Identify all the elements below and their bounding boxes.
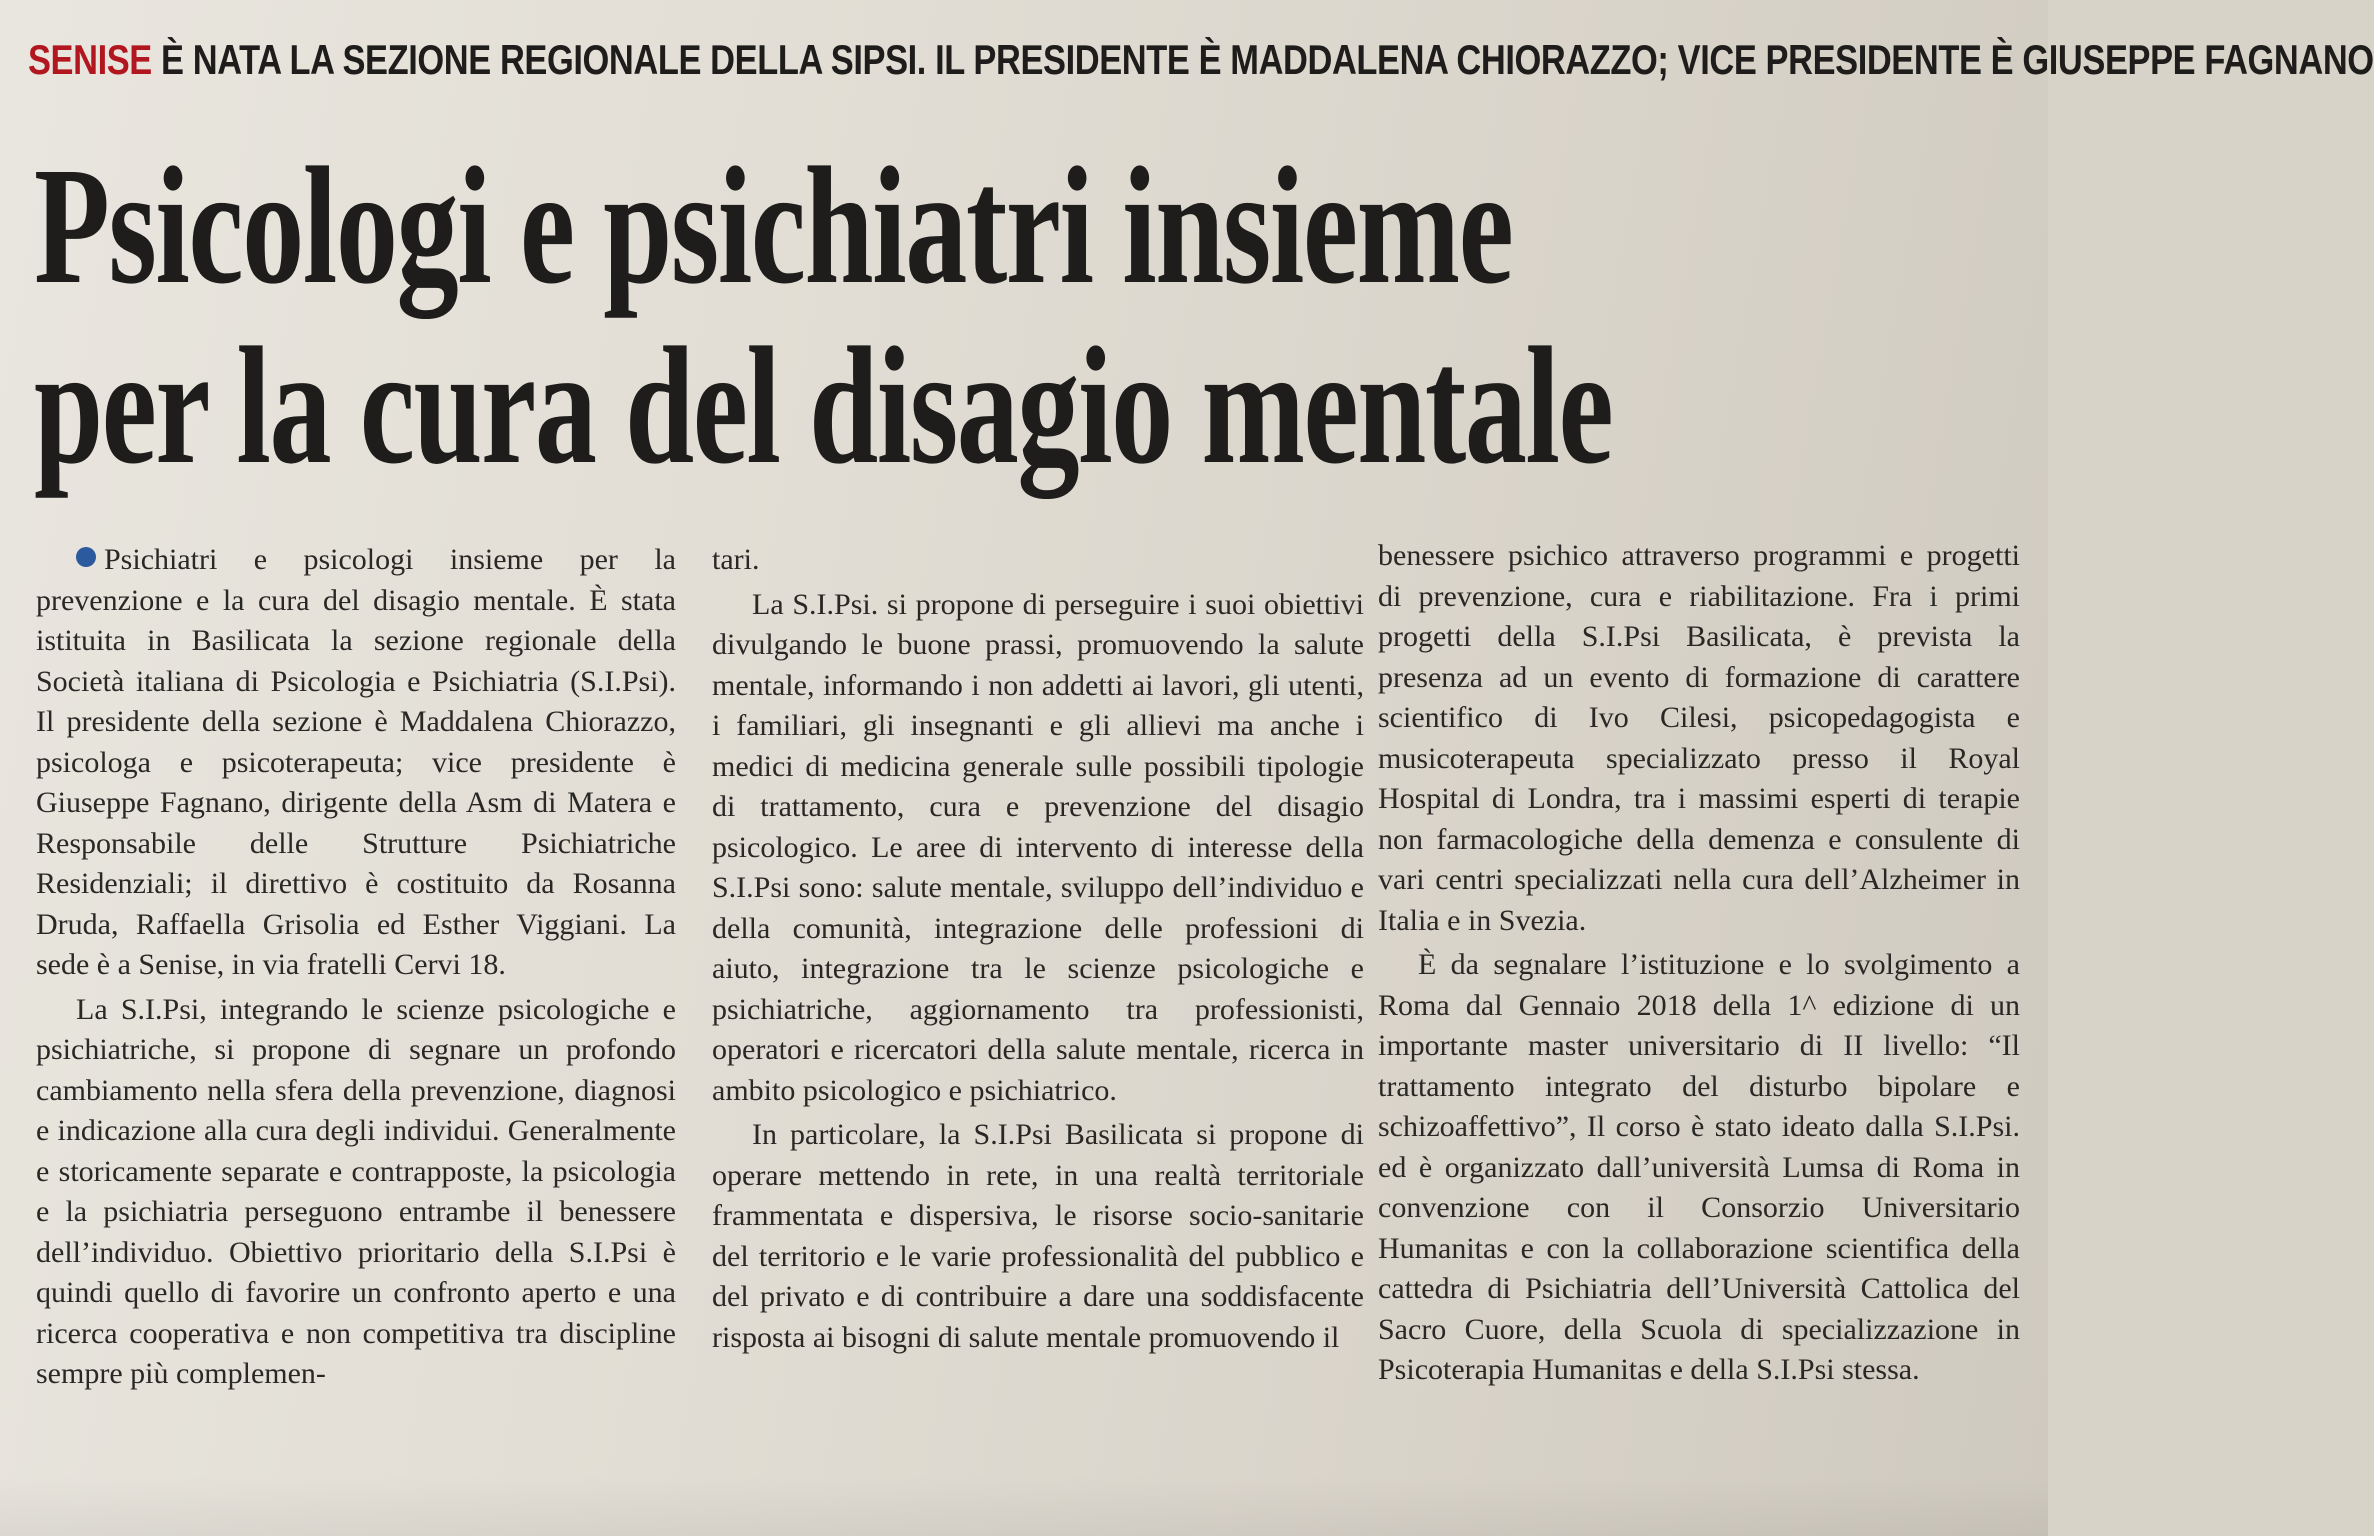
article-paragraph	[36, 540, 676, 986]
article-paragraph: benessere psichico attraverso programmi e progetti di prevenzione, cura e riabilitazione. Fra i primi progetti della S.I.Psi Basilicata, è prevista la presenza ad un evento di formazione di carattere scientifico di Ivo Cilesi, psicopedagogista e musicoterapeuta specializzato presso il Royal Hospital di Londra, tra i massimi esperti di terapie non farmacologiche della demenza e consulente di vari centri specializzati nella cura dell’Alzheimer in Italia e in Svezia.	[1378, 539, 2020, 937]
paragraph-text: Psichiatri e psicologi insieme per la prevenzione e la cura del disagio mentale. È stata istituita in Basilicata la sezione regionale della Società italiana di Psicologia e Psichiatria (S.I.Psi). Il presidente della sezione è Maddalena Chiorazzo, psicologa e psicoterapeuta; vice presidente è Giuseppe Fagnano, dirigente della Asm di Matera e Responsabile delle Strutture Psichiatriche Residenziali; il direttivo è costituito da Rosanna Druda, Raffaella Grisolia ed Esther Viggiani. La sede è a Senise, in via fratelli Cervi 18.	[36, 543, 676, 981]
bullet-icon	[76, 547, 96, 567]
article-paragraph: È da segnalare l’istituzione e lo svolgimento a Roma dal Gennaio 2018 della 1^ edizione di un importante master universitario di II livello: “Il trattamento integrato del disturbo bipolare e schizoaffettivo”, Il corso è stato ideato dalla S.I.Psi. ed è organizzato dall’università Lumsa di Roma in convenzione con il Consorzio Universitario Humanitas e con la collaborazione scientifica della cattedra di Psichiatria dell’Università Cattolica del Sacro Cuore, della Scuola di specializzazione in Psicoterapia Humanitas e della S.I.Psi stessa.	[1378, 948, 2020, 1386]
article-paragraph: La S.I.Psi, integrando le scienze psicologiche e psichiatriche, si propone di segnare un profondo cambiamento nella sfera della prevenzione, diagnosi e indicazione alla cura degli individui. Generalmente e storicamente separate e contrapposte, la psicologia e la psichiatria perseguono entrambe il benessere dell’individuo. Obiettivo prioritario della S.I.Psi è quindi quello di favorire un confronto aperto e una ricerca cooperativa e non competitiva tra discipline sempre più complemen-	[36, 992, 676, 1390]
headline	[34, 133, 2024, 499]
article-column-1	[36, 540, 676, 1395]
headline-line-2: per la cura del disagio mentale	[34, 313, 1613, 499]
article-paragraph: tari.	[712, 543, 760, 576]
article-paragraph: In particolare, la S.I.Psi Basilicata si propone di operare mettendo in rete, in una realtà territoriale frammentata e dispersiva, le risorse socio-sanitarie del territorio e le varie professionalità del pubblico e del privato e di contribuire a dare una soddisfacente risposta ai bisogni di salute mentale promuovendo il	[712, 1118, 1364, 1354]
headline-line-1: Psicologi e psichiatri insieme	[34, 133, 1513, 319]
paper-shadow	[0, 1476, 2048, 1536]
kicker-line	[28, 36, 2374, 84]
kicker-text: È NATA LA SEZIONE REGIONALE DELLA SIPSI. IL PRESIDENTE È MADDALENA CHIORAZZO; VICE PRESIDENTE È GIUSEPPE FAGNANO	[161, 36, 2374, 83]
article-column-2	[712, 540, 1364, 1358]
kicker-place: SENISE	[28, 36, 152, 83]
article-column-3	[1378, 536, 2020, 1391]
article-paragraph: La S.I.Psi. si propone di perseguire i suoi obiettivi divulgando le buone prassi, promuovendo la salute mentale, informando i non addetti ai lavori, gli utenti, i familiari, gli insegnanti e gli allievi ma anche i medici di medicina generale sulle possibili tipologie di trattamento, cura e prevenzione del disagio psicologico. Le aree di intervento di interesse della S.I.Psi sono: salute mentale, sviluppo dell’individuo e della comunità, integrazione delle professioni di aiuto, integrazione tra le scienze psicologiche e psichiatriche, aggiornamento tra professionisti, operatori e ricercatori della salute mentale, ricerca in ambito psicologico e psichiatrico.	[712, 587, 1364, 1107]
article-body	[36, 539, 2020, 1500]
